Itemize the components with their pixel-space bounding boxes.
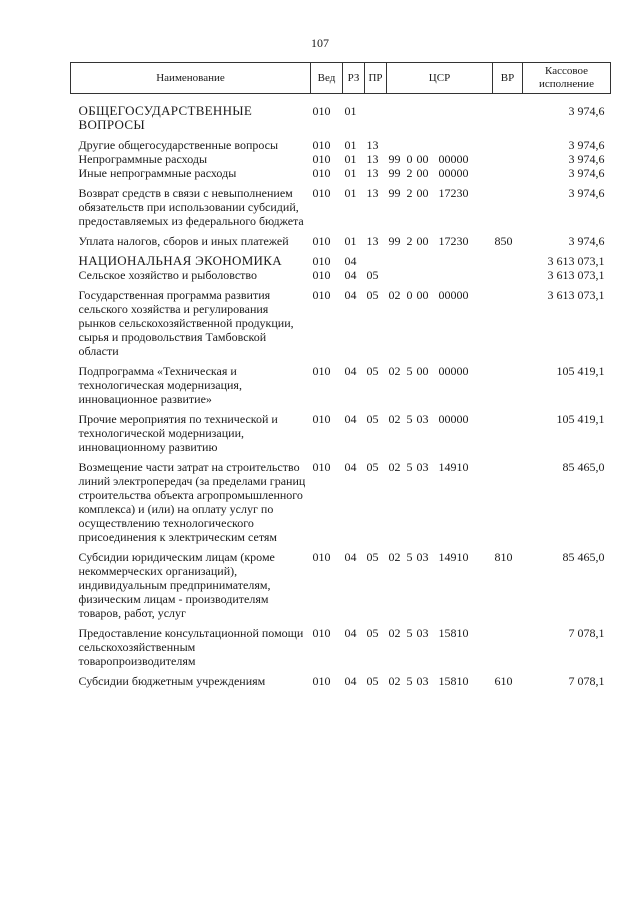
table-header xyxy=(71,63,611,94)
row-csr xyxy=(387,228,493,248)
table-body xyxy=(71,94,611,689)
row-rz: 04 xyxy=(344,364,357,378)
table-row xyxy=(71,132,611,152)
row-ved: 010 xyxy=(312,152,331,166)
row-csr-part: 00 xyxy=(416,186,429,200)
row-csr-part: 15810 xyxy=(438,626,469,640)
row-csr-part: 15810 xyxy=(438,674,469,688)
row-name: Подпрограмма «Техническая и технологическая модернизация, инновационное развитие» xyxy=(78,364,242,406)
row-vr xyxy=(493,94,523,133)
row-csr xyxy=(387,268,493,282)
row-name: Государственная программа развития сельского хозяйства и регулирования рынков сельскохозяйственной продукции, сырья и продовольствия Тамбовской области xyxy=(78,288,294,358)
row-csr-part: 03 xyxy=(416,626,429,640)
row-vr xyxy=(493,180,523,228)
row-name: Другие общегосударственные вопросы xyxy=(78,138,279,152)
row-csr-part: 02 xyxy=(388,626,401,640)
row-csr-part: 5 xyxy=(406,460,413,474)
row-vr xyxy=(493,166,523,180)
row-name: ОБЩЕГОСУДАРСТВЕННЫЕ ВОПРОСЫ xyxy=(78,103,253,132)
row-vr: 810 xyxy=(494,550,513,564)
table-row xyxy=(71,94,611,133)
row-name: Сельское хозяйство и рыболовство xyxy=(78,268,258,282)
row-sum: 85 465,0 xyxy=(562,550,605,564)
row-sum: 3 613 073,1 xyxy=(547,254,605,268)
row-csr-part: 0 xyxy=(406,152,413,166)
row-vr: 610 xyxy=(494,674,513,688)
row-pr: 05 xyxy=(366,674,379,688)
row-name: Субсидии бюджетным учреждениям xyxy=(78,674,266,688)
row-csr-part: 14910 xyxy=(438,460,469,474)
row-pr: 13 xyxy=(366,186,379,200)
row-ved: 010 xyxy=(312,138,331,152)
table-row xyxy=(71,180,611,228)
row-csr-part: 02 xyxy=(388,550,401,564)
row-pr: 05 xyxy=(366,288,379,302)
row-csr-part: 00 xyxy=(416,152,429,166)
row-csr-part: 00 xyxy=(416,166,429,180)
row-csr-part: 5 xyxy=(406,550,413,564)
row-vr xyxy=(493,248,523,268)
row-ved: 010 xyxy=(312,234,331,248)
row-rz: 01 xyxy=(344,186,357,200)
row-rz: 01 xyxy=(344,234,357,248)
row-rz: 01 xyxy=(344,166,357,180)
row-csr-part: 14910 xyxy=(438,550,469,564)
row-vr: 850 xyxy=(494,234,513,248)
row-sum: 3 974,6 xyxy=(568,166,605,180)
row-csr-part: 02 xyxy=(388,364,401,378)
row-name: Иные непрограммные расходы xyxy=(78,166,237,180)
row-csr-part: 17230 xyxy=(438,186,469,200)
row-csr-part: 2 xyxy=(406,234,413,248)
row-rz: 04 xyxy=(344,288,357,302)
row-pr xyxy=(365,248,387,268)
header-sum: Кассовое исполнение xyxy=(523,63,611,94)
row-csr-part: 00000 xyxy=(438,166,469,180)
row-vr xyxy=(493,282,523,358)
row-ved: 010 xyxy=(312,674,331,688)
row-ved: 010 xyxy=(312,254,331,268)
row-rz: 01 xyxy=(344,138,357,152)
row-csr xyxy=(387,668,493,688)
row-pr: 05 xyxy=(366,364,379,378)
row-csr-part: 00000 xyxy=(438,152,469,166)
row-pr: 13 xyxy=(366,166,379,180)
row-csr-part: 03 xyxy=(416,412,429,426)
row-sum: 3 974,6 xyxy=(568,186,605,200)
table-row xyxy=(71,228,611,248)
row-csr xyxy=(387,620,493,668)
row-csr-part: 03 xyxy=(416,460,429,474)
row-sum: 3 974,6 xyxy=(568,234,605,248)
row-csr xyxy=(387,132,493,152)
row-csr-part: 03 xyxy=(416,674,429,688)
header-vr: ВР xyxy=(493,63,523,94)
row-csr xyxy=(387,454,493,544)
table-row xyxy=(71,152,611,166)
row-ved: 010 xyxy=(312,288,331,302)
row-sum: 3 613 073,1 xyxy=(547,268,605,282)
row-name: НАЦИОНАЛЬНАЯ ЭКОНОМИКА xyxy=(78,253,282,268)
row-csr-part: 00000 xyxy=(438,288,469,302)
row-csr xyxy=(387,180,493,228)
row-csr-part: 00000 xyxy=(438,364,469,378)
row-vr xyxy=(493,620,523,668)
row-sum: 3 974,6 xyxy=(568,152,605,166)
row-csr xyxy=(387,544,493,620)
row-rz: 01 xyxy=(344,152,357,166)
row-csr-part: 99 xyxy=(388,166,401,180)
row-ved: 010 xyxy=(312,104,331,118)
row-sum: 105 419,1 xyxy=(556,412,605,426)
row-pr: 13 xyxy=(366,152,379,166)
row-pr: 13 xyxy=(366,138,379,152)
row-sum: 7 078,1 xyxy=(568,626,605,640)
row-vr xyxy=(493,132,523,152)
row-csr-part: 5 xyxy=(406,674,413,688)
row-csr-part: 00000 xyxy=(438,412,469,426)
table-row xyxy=(71,406,611,454)
page-number: 107 xyxy=(311,36,329,50)
row-csr-part: 99 xyxy=(388,152,401,166)
row-sum: 7 078,1 xyxy=(568,674,605,688)
row-pr: 05 xyxy=(366,460,379,474)
row-csr-part: 02 xyxy=(388,412,401,426)
header-pr: ПР xyxy=(365,63,387,94)
row-csr-part: 99 xyxy=(388,186,401,200)
row-csr-part: 17230 xyxy=(438,234,469,248)
row-ved: 010 xyxy=(312,268,331,282)
header-ved: Вед xyxy=(311,63,343,94)
row-pr xyxy=(365,94,387,133)
row-vr xyxy=(493,152,523,166)
budget-table xyxy=(70,62,611,688)
row-csr-part: 02 xyxy=(388,674,401,688)
row-vr xyxy=(493,358,523,406)
table-row xyxy=(71,454,611,544)
row-ved: 010 xyxy=(312,550,331,564)
row-name: Непрограммные расходы xyxy=(78,152,208,166)
row-csr-part: 00 xyxy=(416,364,429,378)
table-row xyxy=(71,248,611,268)
row-sum: 85 465,0 xyxy=(562,460,605,474)
row-ved: 010 xyxy=(312,460,331,474)
row-csr xyxy=(387,152,493,166)
row-vr xyxy=(493,454,523,544)
row-csr-part: 00 xyxy=(416,234,429,248)
row-ved: 010 xyxy=(312,186,331,200)
row-csr xyxy=(387,406,493,454)
header-rz: РЗ xyxy=(343,63,365,94)
row-name: Предоставление консультационной помощи сельскохозяйственным товаропроизводителям xyxy=(78,626,304,668)
row-ved: 010 xyxy=(312,364,331,378)
row-csr-part: 5 xyxy=(406,626,413,640)
row-csr-part: 02 xyxy=(388,288,401,302)
header-name: Наименование xyxy=(71,63,311,94)
row-name: Уплата налогов, сборов и иных платежей xyxy=(78,234,289,248)
row-pr: 13 xyxy=(366,234,379,248)
row-csr-part: 00 xyxy=(416,288,429,302)
row-ved: 010 xyxy=(312,412,331,426)
row-vr xyxy=(493,268,523,282)
row-rz: 04 xyxy=(344,460,357,474)
row-csr-part: 5 xyxy=(406,364,413,378)
row-pr: 05 xyxy=(366,268,379,282)
row-rz: 04 xyxy=(344,626,357,640)
table-row xyxy=(71,282,611,358)
row-csr-part: 2 xyxy=(406,166,413,180)
row-csr-part: 5 xyxy=(406,412,413,426)
table-row xyxy=(71,668,611,688)
row-rz: 04 xyxy=(344,674,357,688)
row-csr-part: 0 xyxy=(406,288,413,302)
row-csr-part: 03 xyxy=(416,550,429,564)
row-rz: 04 xyxy=(344,550,357,564)
row-ved: 010 xyxy=(312,626,331,640)
row-rz: 04 xyxy=(344,254,357,268)
row-csr-part: 2 xyxy=(406,186,413,200)
row-name: Возврат средств в связи с невыполнением обязательств при использовании субсидий, предоставляемых из федерального бюджета xyxy=(78,186,304,228)
table-row xyxy=(71,268,611,282)
table-row xyxy=(71,620,611,668)
row-vr xyxy=(493,406,523,454)
row-name: Субсидии юридическим лицам (кроме некоммерческих организаций), индивидуальным предпринимателям, физическим лицам - производителям товаров, работ, услуг xyxy=(78,550,275,620)
row-rz: 04 xyxy=(344,412,357,426)
table-row xyxy=(71,544,611,620)
row-pr: 05 xyxy=(366,550,379,564)
row-pr: 05 xyxy=(366,626,379,640)
row-csr xyxy=(387,248,493,268)
row-pr: 05 xyxy=(366,412,379,426)
row-sum: 3 974,6 xyxy=(568,138,605,152)
row-rz: 04 xyxy=(344,268,357,282)
row-csr xyxy=(387,282,493,358)
row-csr xyxy=(387,166,493,180)
row-rz: 01 xyxy=(344,104,357,118)
table-row xyxy=(71,166,611,180)
row-ved: 010 xyxy=(312,166,331,180)
row-sum: 105 419,1 xyxy=(556,364,605,378)
row-name: Прочие мероприятия по технической и технологической модернизации, инновационному развитию xyxy=(78,412,278,454)
row-name: Возмещение части затрат на строительство линий электропередач (за пределами границ строительства объекта агропромышленного комплекса) и (или) на оплату услуг по осуществлению технологического присоединения к электрическим сетям xyxy=(78,460,306,544)
row-csr xyxy=(387,358,493,406)
table-row xyxy=(71,358,611,406)
header-csr: ЦСР xyxy=(387,63,493,94)
row-sum: 3 974,6 xyxy=(568,104,605,118)
row-sum: 3 613 073,1 xyxy=(547,288,605,302)
row-csr-part: 99 xyxy=(388,234,401,248)
row-csr-part: 02 xyxy=(388,460,401,474)
row-csr xyxy=(387,94,493,133)
